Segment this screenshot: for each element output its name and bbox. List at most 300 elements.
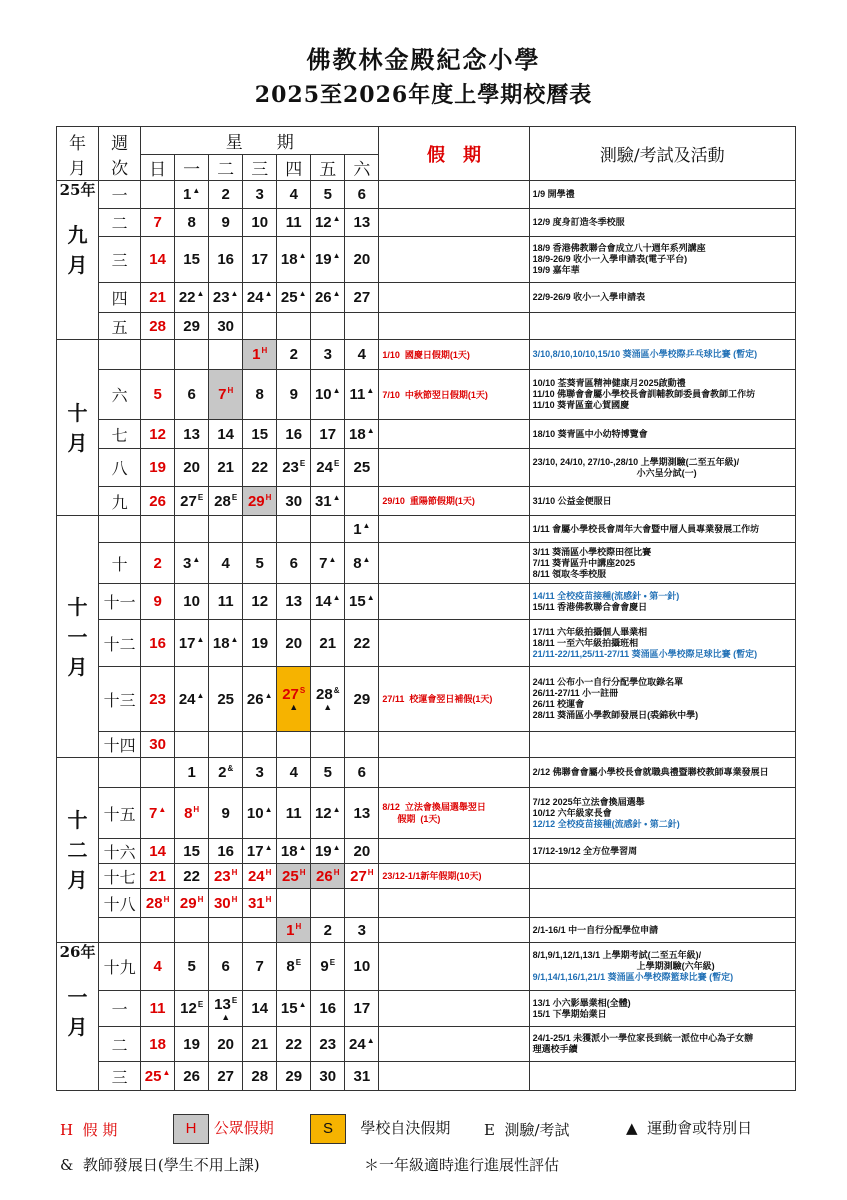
month-jan: 26年 一 月 bbox=[57, 943, 99, 1091]
weekday-3: 三 bbox=[243, 155, 277, 181]
day-cell: 30 bbox=[311, 1062, 345, 1091]
legend-public-holiday: H 公眾假期 bbox=[173, 1114, 274, 1144]
day-cell: 10 bbox=[345, 943, 379, 991]
day-cell: 9 bbox=[209, 209, 243, 237]
day-cell: 9 bbox=[209, 788, 243, 839]
day-cell bbox=[311, 889, 345, 918]
week-number: 二 bbox=[99, 209, 141, 237]
day-cell: 20 bbox=[209, 1027, 243, 1062]
day-cell: $1^H$ bbox=[277, 918, 311, 943]
day-cell: 4 bbox=[209, 543, 243, 584]
day-cell: 20 bbox=[345, 237, 379, 283]
activities-cell: 1/11 會屬小學校長會周年大會暨中層人員專業發展工作坊 bbox=[529, 516, 795, 543]
week-number: 七 bbox=[99, 420, 141, 449]
day-cell: 2 bbox=[209, 181, 243, 209]
day-cell: 10 bbox=[175, 584, 209, 620]
legend-special-day: ▲ 運動會或特別日 bbox=[626, 1119, 753, 1137]
day-cell bbox=[141, 758, 175, 788]
day-cell bbox=[141, 181, 175, 209]
day-cell: 5 bbox=[311, 181, 345, 209]
day-cell: 13 bbox=[345, 788, 379, 839]
day-cell: 19▲ bbox=[311, 237, 345, 283]
day-cell: 6 bbox=[345, 758, 379, 788]
day-cell: 15▲ bbox=[277, 991, 311, 1027]
day-cell: 1 bbox=[175, 758, 209, 788]
day-cell bbox=[243, 516, 277, 543]
weekday-2: 二 bbox=[209, 155, 243, 181]
year-month-header: 年 月 bbox=[57, 127, 99, 181]
day-cell bbox=[311, 516, 345, 543]
week-number bbox=[99, 516, 141, 543]
day-cell: 18▲ bbox=[277, 237, 311, 283]
legend-teacher-dev: & 教師發展日(學生不用上課) bbox=[60, 1156, 260, 1174]
day-cell bbox=[345, 313, 379, 340]
day-cell: 14 bbox=[141, 839, 175, 864]
day-cell: 24▲ bbox=[243, 283, 277, 313]
day-cell: 23▲ bbox=[209, 283, 243, 313]
triangle-icon: ▲ bbox=[626, 1119, 638, 1137]
activities-cell: 18/9 香港佛教聯合會成立八十週年系列講座 18/9-26/9 收小一入學申請表(電子平台) 19/9 嘉年華 bbox=[529, 237, 795, 283]
day-cell: 13 bbox=[345, 209, 379, 237]
day-cell bbox=[277, 313, 311, 340]
day-cell bbox=[311, 732, 345, 758]
week-number: 九 bbox=[99, 487, 141, 516]
day-cell: 10▲ bbox=[311, 370, 345, 420]
day-cell: $12^E$ bbox=[175, 991, 209, 1027]
holiday-cell bbox=[379, 889, 529, 918]
activities-cell bbox=[529, 889, 795, 918]
day-cell bbox=[345, 732, 379, 758]
day-cell: 27 bbox=[345, 283, 379, 313]
day-cell: 18▲ bbox=[345, 420, 379, 449]
activities-cell: 24/1-25/1 未獲派小一學位家長到統一派位中心為子女辦 理選校手續 bbox=[529, 1027, 795, 1062]
day-cell: $29^H$ bbox=[175, 889, 209, 918]
holiday-cell bbox=[379, 209, 529, 237]
day-cell bbox=[345, 487, 379, 516]
day-cell: 18▲ bbox=[209, 620, 243, 667]
activities-cell: 3/10,8/10,10/10,15/10 葵涌區小學校際乒乓球比賽 (暫定) bbox=[529, 340, 795, 370]
day-cell: 8 bbox=[243, 370, 277, 420]
activities-cell bbox=[529, 732, 795, 758]
holiday-cell bbox=[379, 584, 529, 620]
day-cell bbox=[141, 340, 175, 370]
holiday-cell bbox=[379, 732, 529, 758]
day-cell: 12 bbox=[141, 420, 175, 449]
day-cell: 19 bbox=[243, 620, 277, 667]
week-row bbox=[57, 181, 796, 209]
week-header: 週 次 bbox=[99, 127, 141, 181]
week-row bbox=[57, 732, 796, 758]
week-row bbox=[57, 584, 796, 620]
day-cell: 7 bbox=[243, 943, 277, 991]
activities-cell: 22/9-26/9 收小一入學申請表 bbox=[529, 283, 795, 313]
holiday-cell bbox=[379, 283, 529, 313]
day-cell: 28 bbox=[243, 1062, 277, 1091]
activities-cell: 17/12-19/12 全方位學習周 bbox=[529, 839, 795, 864]
day-cell bbox=[277, 889, 311, 918]
day-cell: $29^H$ bbox=[243, 487, 277, 516]
week-number: 十七 bbox=[99, 864, 141, 889]
day-cell: $30^H$ bbox=[209, 889, 243, 918]
week-row bbox=[57, 839, 796, 864]
activities-cell: 14/11 全校疫苗接種(流感針 • 第一針) 15/11 香港佛教聯合會會慶日 bbox=[529, 584, 795, 620]
day-cell: 25▲ bbox=[277, 283, 311, 313]
week-number: 十六 bbox=[99, 839, 141, 864]
day-cell bbox=[141, 516, 175, 543]
activities-cell: 3/11 葵涌區小學校際田徑比賽 7/11 葵青區升中講座2025 8/11 領取冬季校服 bbox=[529, 543, 795, 584]
weekday-4: 四 bbox=[277, 155, 311, 181]
month-oct: 十 月 bbox=[57, 340, 99, 516]
day-cell: 15 bbox=[175, 237, 209, 283]
day-cell: 28 bbox=[141, 313, 175, 340]
day-cell: 3 bbox=[243, 181, 277, 209]
week-row bbox=[57, 516, 796, 543]
week-row bbox=[57, 918, 796, 943]
day-cell: 19 bbox=[141, 449, 175, 487]
activities-cell bbox=[529, 1062, 795, 1091]
day-cell: 26▲ bbox=[243, 667, 277, 732]
week-number: 一 bbox=[99, 991, 141, 1027]
day-cell: 4 bbox=[141, 943, 175, 991]
day-cell: 19▲ bbox=[311, 839, 345, 864]
day-cell bbox=[141, 918, 175, 943]
day-cell: 17▲ bbox=[175, 620, 209, 667]
day-cell: $9^E$ bbox=[311, 943, 345, 991]
day-cell: 14 bbox=[243, 991, 277, 1027]
day-cell bbox=[243, 732, 277, 758]
week-number: 十八 bbox=[99, 889, 141, 918]
day-cell: 15▲ bbox=[345, 584, 379, 620]
day-cell: 6 bbox=[209, 943, 243, 991]
activities-cell: 24/11 公布小一自行分配學位取錄名單 26/11-27/11 小一註冊 26/11 校運會 28/11 葵涌區小學教師發展日(裘錦秋中學) bbox=[529, 667, 795, 732]
week-number: 十一 bbox=[99, 584, 141, 620]
day-cell: 23 bbox=[311, 1027, 345, 1062]
day-cell: 25 bbox=[345, 449, 379, 487]
holiday-cell: 23/12-1/1新年假期(10天) bbox=[379, 864, 529, 889]
day-cell: 7▲ bbox=[311, 543, 345, 584]
week-number: 四 bbox=[99, 283, 141, 313]
day-cell: 21 bbox=[243, 1027, 277, 1062]
activities-cell: 31/10 公益金便服日 bbox=[529, 487, 795, 516]
week-row bbox=[57, 209, 796, 237]
week-row bbox=[57, 788, 796, 839]
week-number: 十四 bbox=[99, 732, 141, 758]
holiday-cell bbox=[379, 758, 529, 788]
day-cell: 12▲ bbox=[311, 209, 345, 237]
holiday-cell: 29/10 重陽節假期(1天) bbox=[379, 487, 529, 516]
day-cell: 29 bbox=[175, 313, 209, 340]
week-row bbox=[57, 420, 796, 449]
school-calendar-table bbox=[56, 126, 796, 1091]
activities-cell: 23/10, 24/10, 27/10-,28/10 上學期測驗(二至五年級)/ 小六呈分試(一) bbox=[529, 449, 795, 487]
weekday-0: 日 bbox=[141, 155, 175, 181]
day-cell: $24^E$ bbox=[311, 449, 345, 487]
day-cell: 24▲ bbox=[345, 1027, 379, 1062]
day-cell: 20 bbox=[277, 620, 311, 667]
holiday-cell bbox=[379, 543, 529, 584]
day-cell: 20 bbox=[175, 449, 209, 487]
day-cell: 11 bbox=[277, 788, 311, 839]
legend-school-holiday: S 學校自決假期 bbox=[310, 1114, 450, 1144]
day-cell: $26^H$ bbox=[311, 864, 345, 889]
day-cell: $8^E$ bbox=[277, 943, 311, 991]
week-row bbox=[57, 943, 796, 991]
day-cell: 7 bbox=[141, 209, 175, 237]
day-cell: 2& bbox=[209, 758, 243, 788]
activities-cell: 10/10 荃葵青區精神健康月2025啟動禮 11/10 佛聯會會屬小學校長會訓輔教師委員會教師工作坊 11/10 葵青區童心賀國慶 bbox=[529, 370, 795, 420]
week-number bbox=[99, 758, 141, 788]
week-number: 二 bbox=[99, 1027, 141, 1062]
day-cell: $27^H$ bbox=[345, 864, 379, 889]
day-cell: 30 bbox=[277, 487, 311, 516]
day-cell: $13^E$ ▲ bbox=[209, 991, 243, 1027]
day-cell: 11 bbox=[277, 209, 311, 237]
activities-cell: 8/1,9/1,12/1,13/1 上學期考試(二至五年級)/ 上學期測驗(六年級) 9/1,14/1,16/1,21/1 葵涌區小學校際籃球比賽 (暫定) bbox=[529, 943, 795, 991]
holiday-cell: 1/10 國慶日假期(1天) bbox=[379, 340, 529, 370]
week-number: 一 bbox=[99, 181, 141, 209]
day-cell: 16 bbox=[311, 991, 345, 1027]
day-cell: 29 bbox=[277, 1062, 311, 1091]
week-number bbox=[99, 918, 141, 943]
activities-cell bbox=[529, 313, 795, 340]
day-cell: 14▲ bbox=[311, 584, 345, 620]
day-cell bbox=[209, 732, 243, 758]
day-cell: $8^H$ bbox=[175, 788, 209, 839]
day-cell: $23^H$ bbox=[209, 864, 243, 889]
holiday-cell bbox=[379, 181, 529, 209]
holiday-cell bbox=[379, 991, 529, 1027]
day-cell: 26 bbox=[175, 1062, 209, 1091]
week-row bbox=[57, 487, 796, 516]
day-cell: 29 bbox=[345, 667, 379, 732]
activities-header: 測驗/考試及活動 bbox=[529, 127, 795, 181]
day-cell: 6 bbox=[345, 181, 379, 209]
day-cell: 21 bbox=[209, 449, 243, 487]
day-cell bbox=[243, 313, 277, 340]
holiday-cell bbox=[379, 620, 529, 667]
day-cell: 18▲ bbox=[277, 839, 311, 864]
day-cell: 13 bbox=[277, 584, 311, 620]
legend-holiday: H 假 期 bbox=[60, 1121, 118, 1139]
day-cell: 13 bbox=[175, 420, 209, 449]
week-row bbox=[57, 237, 796, 283]
holiday-cell: 7/10 中秋節翌日假期(1天) bbox=[379, 370, 529, 420]
activities-cell: 18/10 葵青區中小幼特博覽會 bbox=[529, 420, 795, 449]
day-cell: 2 bbox=[311, 918, 345, 943]
day-cell bbox=[175, 918, 209, 943]
day-cell: 11 bbox=[141, 991, 175, 1027]
day-cell: 9 bbox=[277, 370, 311, 420]
holiday-cell bbox=[379, 918, 529, 943]
day-cell: $25^H$ bbox=[277, 864, 311, 889]
holiday-cell bbox=[379, 1027, 529, 1062]
weekday-1: 一 bbox=[175, 155, 209, 181]
day-cell: 25 bbox=[209, 667, 243, 732]
day-cell: 2 bbox=[141, 543, 175, 584]
day-cell: 27 bbox=[209, 1062, 243, 1091]
day-cell: 11 bbox=[209, 584, 243, 620]
day-cell: 5 bbox=[311, 758, 345, 788]
week-number: 十九 bbox=[99, 943, 141, 991]
day-cell: $27^S$ ▲ bbox=[277, 667, 311, 732]
legend-exam: E 測驗/考試 bbox=[484, 1121, 570, 1139]
week-row bbox=[57, 449, 796, 487]
school-name: 佛教林金殿紀念小學 bbox=[306, 45, 541, 74]
day-cell: 16 bbox=[277, 420, 311, 449]
day-cell: 31▲ bbox=[311, 487, 345, 516]
week-number: 三 bbox=[99, 1062, 141, 1091]
calendar-title: 2025至2026年度上學期校曆表 bbox=[254, 82, 593, 108]
day-cell: $28^E$ bbox=[209, 487, 243, 516]
legend-star-note: ＊一年級適時進行進展性評估 bbox=[364, 1156, 560, 1174]
week-number: 十 bbox=[99, 543, 141, 584]
holiday-cell bbox=[379, 1062, 529, 1091]
day-cell: 30 bbox=[141, 732, 175, 758]
day-cell: 3 bbox=[345, 918, 379, 943]
day-cell: 10 bbox=[243, 209, 277, 237]
day-cell: 3 bbox=[311, 340, 345, 370]
day-cell: 3▲ bbox=[175, 543, 209, 584]
day-cell: 12 bbox=[243, 584, 277, 620]
week-number: 十五 bbox=[99, 788, 141, 839]
day-cell: 15 bbox=[243, 420, 277, 449]
week-number: 五 bbox=[99, 313, 141, 340]
day-cell: 16 bbox=[209, 839, 243, 864]
day-cell: 7▲ bbox=[141, 788, 175, 839]
day-cell: 14 bbox=[209, 420, 243, 449]
day-cell: 23 bbox=[141, 667, 175, 732]
holiday-cell bbox=[379, 313, 529, 340]
week-row bbox=[57, 758, 796, 788]
week-row bbox=[57, 620, 796, 667]
day-cell: 20 bbox=[345, 839, 379, 864]
day-cell: 22▲ bbox=[175, 283, 209, 313]
month-nov: 十 一 月 bbox=[57, 516, 99, 758]
activities-cell: 12/9 度身訂造冬季校服 bbox=[529, 209, 795, 237]
day-cell bbox=[345, 889, 379, 918]
day-cell: 10▲ bbox=[243, 788, 277, 839]
day-cell: 28& ▲ bbox=[311, 667, 345, 732]
day-cell: 16 bbox=[141, 620, 175, 667]
holiday-cell bbox=[379, 943, 529, 991]
holiday-cell bbox=[379, 516, 529, 543]
day-cell: 24▲ bbox=[175, 667, 209, 732]
activities-cell: 7/12 2025年立法會換屆選舉 10/12 六年級家長會 12/12 全校疫苗接種(流感針 • 第二針) bbox=[529, 788, 795, 839]
activities-cell: 17/11 六年級拍攝個人畢業相 18/11 一至六年級拍攝班相 21/11-22/11,25/11-27/11 葵涌區小學校際足球比賽 (暫定) bbox=[529, 620, 795, 667]
day-cell: 22 bbox=[345, 620, 379, 667]
weekday-6: 六 bbox=[345, 155, 379, 181]
week-row bbox=[57, 1062, 796, 1091]
day-cell: 25▲ bbox=[141, 1062, 175, 1091]
day-cell bbox=[175, 340, 209, 370]
day-cell bbox=[175, 732, 209, 758]
holiday-cell: 8/12 立法會換屆選舉翌日 假期 (1天) bbox=[379, 788, 529, 839]
holiday-cell bbox=[379, 449, 529, 487]
activities-cell: 2/1-16/1 中一自行分配學位申請 bbox=[529, 918, 795, 943]
day-cell: 12▲ bbox=[311, 788, 345, 839]
holiday-cell: 27/11 校運會翌日補假(1天) bbox=[379, 667, 529, 732]
day-cell: 16 bbox=[209, 237, 243, 283]
holiday-cell bbox=[379, 420, 529, 449]
week-number: 三 bbox=[99, 237, 141, 283]
day-cell: 22 bbox=[175, 864, 209, 889]
weekday-5: 五 bbox=[311, 155, 345, 181]
day-cell: 9 bbox=[141, 584, 175, 620]
activities-cell bbox=[529, 864, 795, 889]
day-cell: 8▲ bbox=[345, 543, 379, 584]
month-dec: 十 二 月 bbox=[57, 758, 99, 943]
day-cell: 5 bbox=[175, 943, 209, 991]
day-cell: 18 bbox=[141, 1027, 175, 1062]
day-cell: 1▲ bbox=[345, 516, 379, 543]
day-cell: 6 bbox=[175, 370, 209, 420]
day-cell: 30 bbox=[209, 313, 243, 340]
day-cell: $28^H$ bbox=[141, 889, 175, 918]
holiday-cell bbox=[379, 237, 529, 283]
day-cell bbox=[209, 516, 243, 543]
week-row bbox=[57, 283, 796, 313]
day-cell bbox=[277, 732, 311, 758]
day-cell: 1▲ bbox=[175, 181, 209, 209]
day-cell: 15 bbox=[175, 839, 209, 864]
week-row bbox=[57, 991, 796, 1027]
day-cell: 14 bbox=[141, 237, 175, 283]
day-cell: 21 bbox=[311, 620, 345, 667]
week-number: 八 bbox=[99, 449, 141, 487]
day-cell: 17 bbox=[345, 991, 379, 1027]
weekday-title: 星 期 bbox=[141, 127, 379, 155]
activities-cell: 13/1 小六影畢業相(全體) 15/1 下學期始業日 bbox=[529, 991, 795, 1027]
day-cell: 22 bbox=[277, 1027, 311, 1062]
day-cell: 26▲ bbox=[311, 283, 345, 313]
holiday-header: 假 期 bbox=[379, 127, 529, 181]
day-cell: $31^H$ bbox=[243, 889, 277, 918]
day-cell: 19 bbox=[175, 1027, 209, 1062]
week-number bbox=[99, 340, 141, 370]
day-cell: 5 bbox=[141, 370, 175, 420]
week-row bbox=[57, 543, 796, 584]
week-row bbox=[57, 1027, 796, 1062]
holiday-cell bbox=[379, 839, 529, 864]
day-cell: $24^H$ bbox=[243, 864, 277, 889]
month-sep: 25年 九 月 bbox=[57, 181, 99, 340]
week-number: 十三 bbox=[99, 667, 141, 732]
day-cell: 4 bbox=[277, 181, 311, 209]
day-cell: 2 bbox=[277, 340, 311, 370]
day-cell: 4 bbox=[345, 340, 379, 370]
activities-cell: 1/9 開學禮 bbox=[529, 181, 795, 209]
week-row bbox=[57, 667, 796, 732]
day-cell: 26 bbox=[141, 487, 175, 516]
day-cell bbox=[209, 918, 243, 943]
day-cell: $27^E$ bbox=[175, 487, 209, 516]
day-cell bbox=[175, 516, 209, 543]
day-cell: 21 bbox=[141, 283, 175, 313]
day-cell: 17 bbox=[311, 420, 345, 449]
week-row bbox=[57, 340, 796, 370]
week-row bbox=[57, 370, 796, 420]
week-number: 六 bbox=[99, 370, 141, 420]
day-cell bbox=[243, 918, 277, 943]
week-number: 十二 bbox=[99, 620, 141, 667]
day-cell bbox=[209, 340, 243, 370]
day-cell: $7^H$ bbox=[209, 370, 243, 420]
day-cell: 21 bbox=[141, 864, 175, 889]
week-row bbox=[57, 889, 796, 918]
day-cell: 8 bbox=[175, 209, 209, 237]
day-cell: 22 bbox=[243, 449, 277, 487]
day-cell: 5 bbox=[243, 543, 277, 584]
